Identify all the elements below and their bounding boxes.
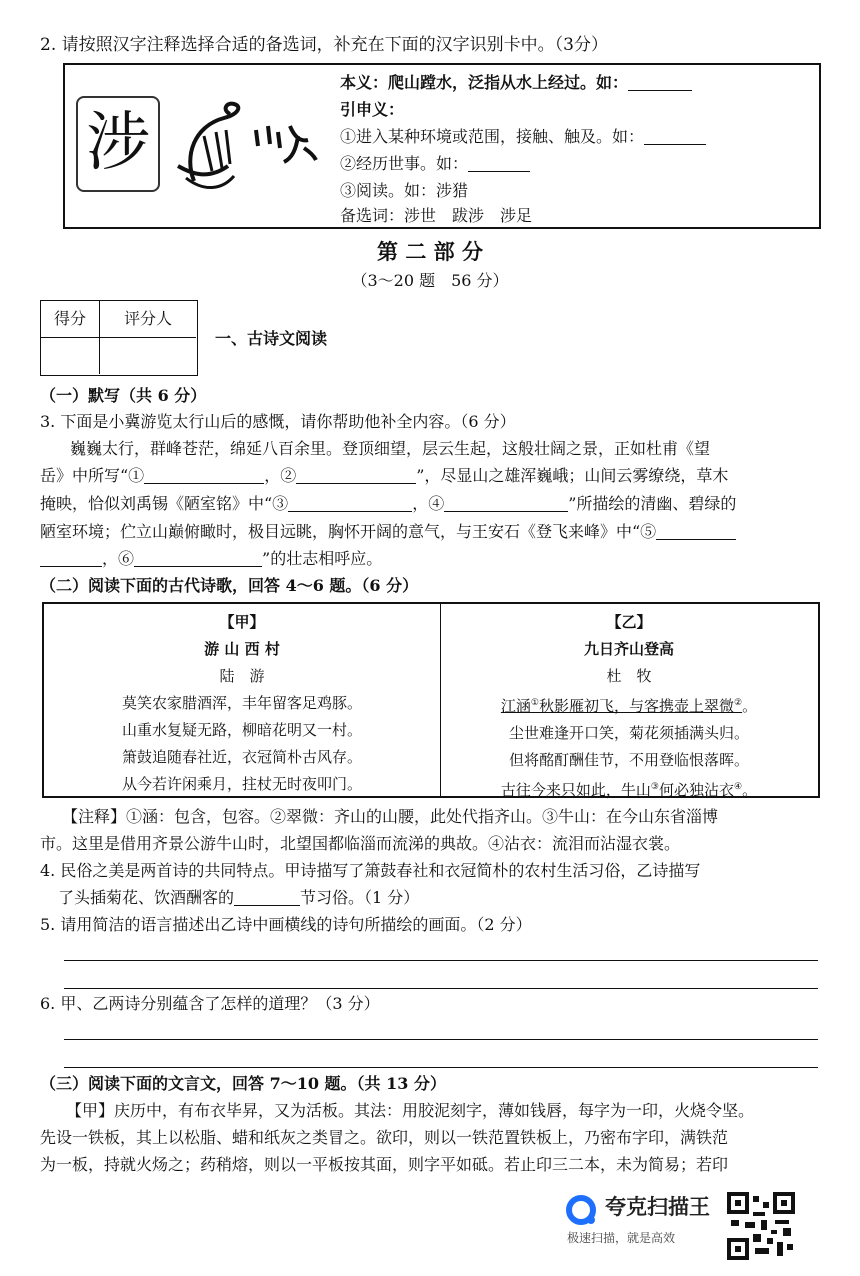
item1-blank[interactable] <box>644 128 706 145</box>
blank-2[interactable] <box>296 467 416 484</box>
ancient-script-image <box>164 96 324 196</box>
benyi-blank[interactable] <box>628 74 692 91</box>
q6-answer-line[interactable] <box>64 1067 818 1068</box>
poem-jia-title: 游 山 西 村 <box>204 640 280 658</box>
s1-title: （一）默写（共 6 分） <box>40 386 207 405</box>
blank-4[interactable] <box>444 495 568 512</box>
poem-jia-tag: 【甲】 <box>219 613 265 631</box>
q6-answer-line[interactable] <box>64 1039 818 1040</box>
score-table-hline <box>41 337 196 338</box>
poem-yi-line: 古往今来只如此，牛山③何必独沾衣④。 <box>500 781 758 799</box>
blank-5b[interactable] <box>40 550 102 567</box>
q2-title: 2. 请按照汉字注释选择合适的备选词，补充在下面的汉字识别卡中。（3分） <box>40 35 608 55</box>
poem-jia-line: 从今若许闲乘月，拄杖无时夜叩门。 <box>121 775 362 793</box>
poem-yi-title: 九日齐山登高 <box>583 640 674 658</box>
options-line: 备选词：涉世 跋涉 涉足 <box>340 206 533 225</box>
q4-line2: 了头插菊花、饮酒酬客的 节习俗。（1 分） <box>58 888 420 907</box>
score-table <box>40 300 198 376</box>
blank-6[interactable] <box>134 550 262 567</box>
poem-yi-line: 尘世难逢开口笑，菊花须插满头归。 <box>508 724 749 742</box>
blank-1[interactable] <box>144 467 264 484</box>
poem-jia-line: 箫鼓追随春社近，衣冠简朴古风存。 <box>121 748 362 766</box>
q3-line2: 岳》中所写“① ，② ”，尽显山之雄浑巍峨；山间云雾缭绕，草木 <box>40 466 729 485</box>
qr-code-icon <box>727 1192 795 1260</box>
s3-line2: 先设一铁板，其上以松脂、蜡和纸灰之类冒之。欲印，则以一铁范置铁板上，乃密布字印，满铁范 <box>40 1128 729 1147</box>
q4-blank[interactable] <box>234 889 300 906</box>
s3-line3: 为一板，持就火炀之；药稍熔，则以一平板按其面，则字平如砥。若止印三二本，未为简易；若印 <box>40 1155 729 1174</box>
part2-title: 第 二 部 分 <box>377 239 483 264</box>
q3-line1: 巍巍太行，群峰苍茫，绵延八百余里。登顶细望，层云生起，这般壮阔之景，正如杜甫《望 <box>70 439 711 458</box>
q3-stem: 3. 下面是小冀游览太行山后的感慨，请你帮助他补全内容。（6 分） <box>40 412 516 431</box>
s2-title: （二）阅读下面的古代诗歌，回答 4～6 题。（6 分） <box>40 576 419 595</box>
poem-jia <box>44 604 440 798</box>
poem-jia-author: 陆 游 <box>219 667 265 685</box>
blank-5a[interactable] <box>656 523 736 540</box>
note-line2: 市。这里是借用齐景公游牛山时，北望国都临淄而流涕的典故。④沾衣：流泪而沾湿衣裳。 <box>40 834 681 853</box>
poem-yi-line: 但将酩酊酬佳节，不用登临恨落晖。 <box>508 751 749 769</box>
watermark-name: 夸克扫描王 <box>605 1195 710 1219</box>
note-line1: 【注释】①涵：包含，包容。②翠微：齐山的山腰，此处代指齐山。③牛山：在今山东省淄博 <box>62 807 719 826</box>
s3-line1: 【甲】庆历中，有布衣毕昇，又为活板。其法：用胶泥刻字，薄如钱唇，每字为一印，火烧令坚。 <box>66 1101 755 1120</box>
q3-line3: 掩映，恰似刘禹锡《陋室铭》中“③ ，④ ”所描绘的清幽、碧绿的 <box>40 494 737 513</box>
item2-blank[interactable] <box>468 155 530 172</box>
grader-header: 评分人 <box>123 309 172 328</box>
poem-yi-tag: 【乙】 <box>606 613 652 631</box>
blank-3[interactable] <box>288 495 412 512</box>
item3-line: ③阅读。如：涉猎 <box>340 181 469 200</box>
q3-line5: ，⑥ ”的壮志相呼应。 <box>40 548 382 570</box>
item2-line: ②经历世事。如： <box>340 153 530 175</box>
poem-yi <box>440 604 818 804</box>
quark-logo-icon <box>565 1194 597 1226</box>
watermark-slogan: 极速扫描，就是高效 <box>567 1231 676 1245</box>
q5-answer-line[interactable] <box>64 960 818 961</box>
part2-subtitle: （3～20 题 56 分） <box>351 271 509 290</box>
poem-yi-line-underlined: 江涵①秋影雁初飞，与客携壶上翠微②。 <box>500 697 758 715</box>
poem-jia-line: 山重水复疑无路，柳暗花明又一村。 <box>121 721 362 739</box>
poem-jia-line: 莫笑农家腊酒浑，丰年留客足鸡豚。 <box>121 694 362 712</box>
s3-title: （三）阅读下面的文言文，回答 7～10 题。（共 13 分） <box>40 1074 446 1093</box>
q6-stem: 6. 甲、乙两诗分别蕴含了怎样的道理？（3 分） <box>40 994 380 1013</box>
score-header: 得分 <box>53 309 86 328</box>
q3-line4: 陋室环境；伫立山巅俯瞰时，极目远眺，胸怀开阔的意气，与王安石《登飞来峰》中“⑤ <box>40 521 736 543</box>
character-glyph: 涉 <box>76 96 160 192</box>
poem-yi-author: 杜 牧 <box>606 667 652 685</box>
poem-comparison-box <box>42 602 820 798</box>
q5-answer-line[interactable] <box>64 988 818 989</box>
q5-stem: 5. 请用简洁的语言描述出乙诗中画横线的诗句所描绘的画面。（2 分） <box>40 915 532 934</box>
section1-title: 一、古诗文阅读 <box>215 329 328 348</box>
yinshen-label: 引申义： <box>340 100 405 119</box>
q4-line1: 4. 民俗之美是两首诗的共同特点。甲诗描写了箫鼓春社和衣冠简朴的农村生活习俗，乙诗描写 <box>40 861 701 880</box>
item1-line: ①进入某种环境或范围，接触、触及。如： <box>340 126 706 148</box>
benyi-line: 本义：爬山蹚水，泛指从水上经过。如： <box>340 72 692 94</box>
